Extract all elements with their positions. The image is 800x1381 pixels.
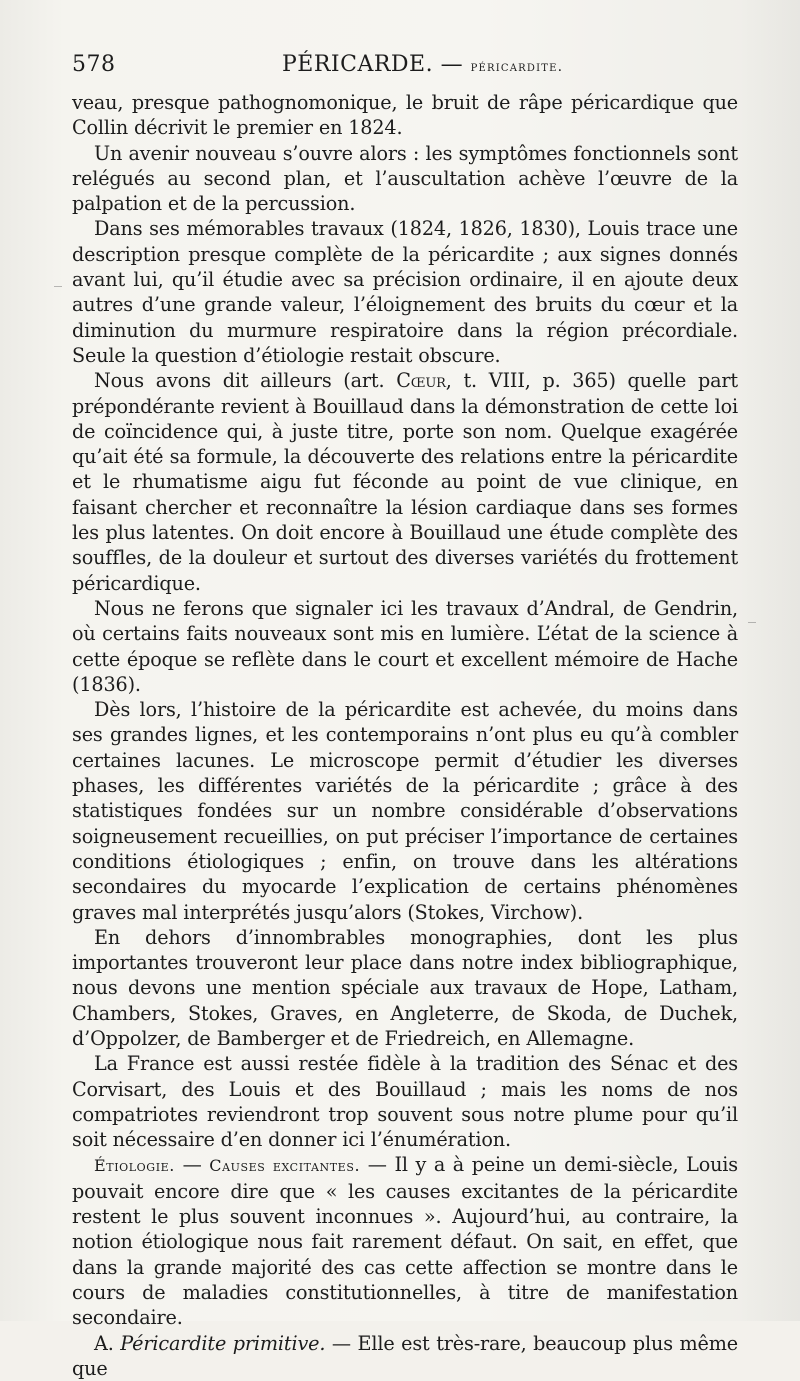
paragraph-4-rest: , t. VIII, p. 365) quelle part prépondérante revient à Bouillaud dans la démonstration de cette loi de coïncidence qui, à juste titre, porte son nom. Quelque exagérée qu’ait été sa formule, la découverte des relations entre la péricardite et le rhumatisme aigu fut féconde au point de vue clinique, en faisant chercher et reconnaître la lésion cardiaque dans ses formes les plus latentes. On doit encore à Bouillaud une étude complète des souffles, de la douleur et surtout des diverses variétés du frottement péricardique. [72,369,738,595]
body-text [72,90,738,1381]
margin-speck [54,286,62,287]
paragraph-9 [72,1152,738,1330]
paragraph-9-text: — Il y a à peine un demi-siècle, Louis pouvait encore dire que « les causes excitantes de la péricardite restent le plus souvent inconnues ». Aujourd’hui, au contraire, la notion étiologique nous fait rarement défaut. On sait, en effet, que dans la grande majorité des cas cette affection se montre dans le cours de maladies constitutionnelles, à titre de manifestation secondaire. [72,1153,738,1330]
subsection-title: Péricardite primitive. [120,1331,326,1355]
running-title-main: PÉRICARDE. — [282,52,471,77]
paragraph-10-text: — Elle est très-rare, beaucoup plus même que [72,1331,738,1380]
section-dash: — [174,1153,210,1177]
subsection-letter: A. [94,1331,121,1355]
running-header [72,52,738,82]
paragraph-6: Dès lors, l’histoire de la péricardite est achevée, du moins dans ses grandes lignes, et les contemporains n’ont plus eu qu’à combler certaines lacunes. Le microscope permit d’étudier les diverses phases, les différentes variétés de la péricardite ; grâce à des statistiques fondées sur un nombre considérable d’observations soigneusement recueillies, on put préciser l’importance de certaines conditions étiologiques ; enfin, on trouve dans les altérations secondaires du myocarde l’explication de certains phénomènes graves mal interprétés jusqu’alors (Stokes, Virchow). [72,698,738,924]
section-heading-etiologie: Étiologie. [94,1156,175,1176]
page-edge-shadow [740,0,800,1321]
paragraph-10 [72,1331,738,1381]
paragraph-8: La France est aussi restée fidèle à la tradition des Sénac et des Corvisart, des Louis et des Bouillaud ; mais les noms de nos compatriotes reviendront trop souvent sous notre plume pour qu’il soit nécessaire d’en donner ici l’énumération. [72,1052,738,1152]
subsection-heading-causes: Causes excitantes. [209,1156,361,1176]
paragraph-7: En dehors d’innombrables monographies, dont les plus importantes trouveront leur place dans notre index bibliographique, nous devons une mention spéciale aux travaux de Hope, Latham, Chambers, Stokes, Graves, en Angleterre, de Skoda, de Duchek, d’Oppolzer, de Bamberger et de Friedreich, en Allemagne. [72,925,738,1050]
paragraph-1: veau, presque pathognomonique, le bruit de râpe péricardique que Collin décrivit le premier en 1824. [72,91,738,140]
paragraph-3: Dans ses mémorables travaux (1824, 1826, 1830), Louis trace une description presque complète de la péricardite ; aux signes donnés avant lui, qu’il étudie avec sa précision ordinaire, il en ajoute deux autres d’une grande valeur, l’éloignement des bruits du cœur et la diminution du murmure respiratoire dans la région précordiale. Seule la question d’étiologie restait obscure. [72,217,738,367]
margin-speck [748,622,756,623]
running-title [282,52,563,77]
article-reference: Cœur [396,369,446,393]
paragraph-4-start: Nous avons dit ailleurs (art. [94,369,397,393]
running-title-sub: péricardite. [470,59,564,75]
paragraph-5: Nous ne ferons que signaler ici les travaux d’Andral, de Gendrin, où certains faits nouveaux sont mis en lumière. L’état de la science à cette époque se reflète dans le court et excellent mémoire de Hache (1836). [72,596,738,696]
page-number: 578 [72,52,116,77]
paragraph-2: Un avenir nouveau s’ouvre alors : les symptômes fonctionnels sont relégués au second plan, et l’auscultation achève l’œuvre de la palpation et de la percussion. [72,141,738,216]
paragraph-4 [72,368,738,596]
